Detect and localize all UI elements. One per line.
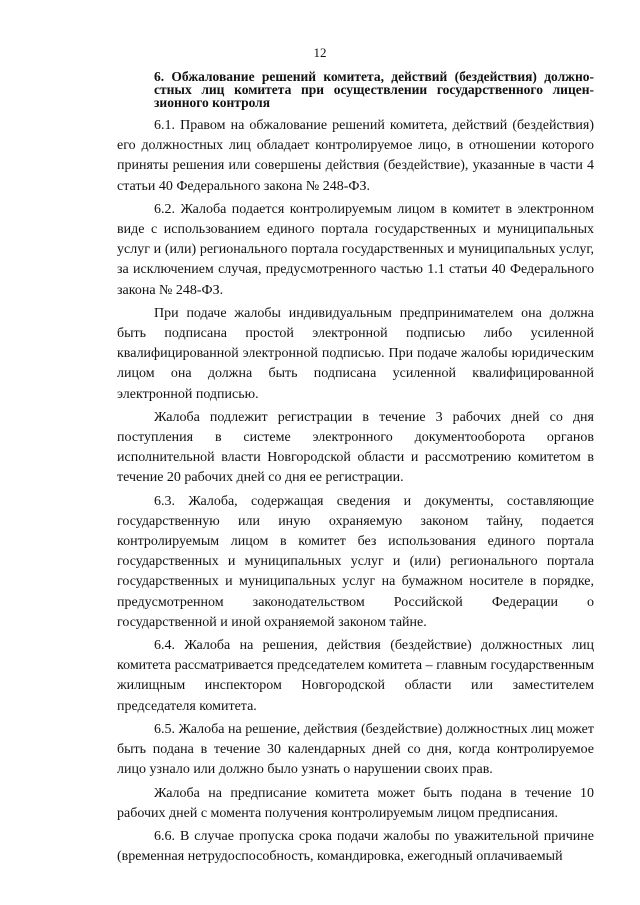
paragraph-prescription-appeal: Жалоба на предписание комитета может быть подана в течение 10 рабочих дней с момента получения контролируемым лицом предписания. xyxy=(117,785,594,821)
paragraph-6-3: 6.3. Жалоба, содержащая сведения и документы, составляющие государственную или иную охраняемую законом тайну, подается контролируемым лицом в комитет без использования единого портала государственных и муниципальных услуг и (или) регионального портала государственных и муниципальных услуг на бумажном носителе в порядке, предусмотренном законодательством Российской Федерации о государственной и иной охраняемой законом тайне. xyxy=(117,493,594,630)
paragraph-6-4: 6.4. Жалоба на решения, действия (бездействие) должностных лиц комитета рассматривается председателем комитета – главным государственным жилищным инспектором Новгородской области или заместителем председателя комитета. xyxy=(117,638,594,714)
paragraph-6-1: 6.1. Правом на обжалование решений комитета, действий (бездействия) его должностных лиц обладает контролируемое лицо, в отношении которого приняты решения или совершены действия (бездействие), указанные в части 4 статьи 40 Федерального закона № 248-ФЗ. xyxy=(117,118,594,194)
section-heading: 6. Обжалование решений комитета, действий (бездействия) должностных лиц комитета при осуществлении государственного лицензионного контроля xyxy=(154,69,594,110)
section-body xyxy=(117,116,594,870)
page-number: 12 xyxy=(313,45,327,60)
paragraph-6-6: 6.6. В случае пропуска срока подачи жалобы по уважительной причине (временная нетрудоспособность, командировка, ежегодный оплачиваемый xyxy=(117,828,594,865)
paragraph-registration-terms: Жалоба подлежит регистрации в течение 3 рабочих дней со дня поступления в системе электронного документооборота органов исполнительной власти Новгородской области и рассмотрению комитетом в течение 20 рабочих дней со дня ее регистрации. xyxy=(117,409,594,486)
paragraph-signature-requirements: При подаче жалобы индивидуальным предпринимателем она должна быть подписана простой электронной подписью либо усиленной квалифицированной электронной подписью. При подаче жалобы юридическим лицом она должна быть подписана усиленной квалифицированной электронной подписью. xyxy=(117,305,594,402)
paragraph-6-2: 6.2. Жалоба подается контролируемым лицом в комитет в электронном виде с использованием единого портала государственных и муниципальных услуг и (или) регионального портала государственных и муниципальных услуг, за исключением случая, предусмотренного частью 1.1 статьи 40 Федерального закона № 248-ФЗ. xyxy=(117,201,594,298)
paragraph-6-5: 6.5. Жалоба на решение, действия (бездействие) должностных лиц может быть подана в течение 30 календарных дней со дня, когда контролируемое лицо узнало или должно было узнать о нарушении своих прав. xyxy=(117,721,594,778)
